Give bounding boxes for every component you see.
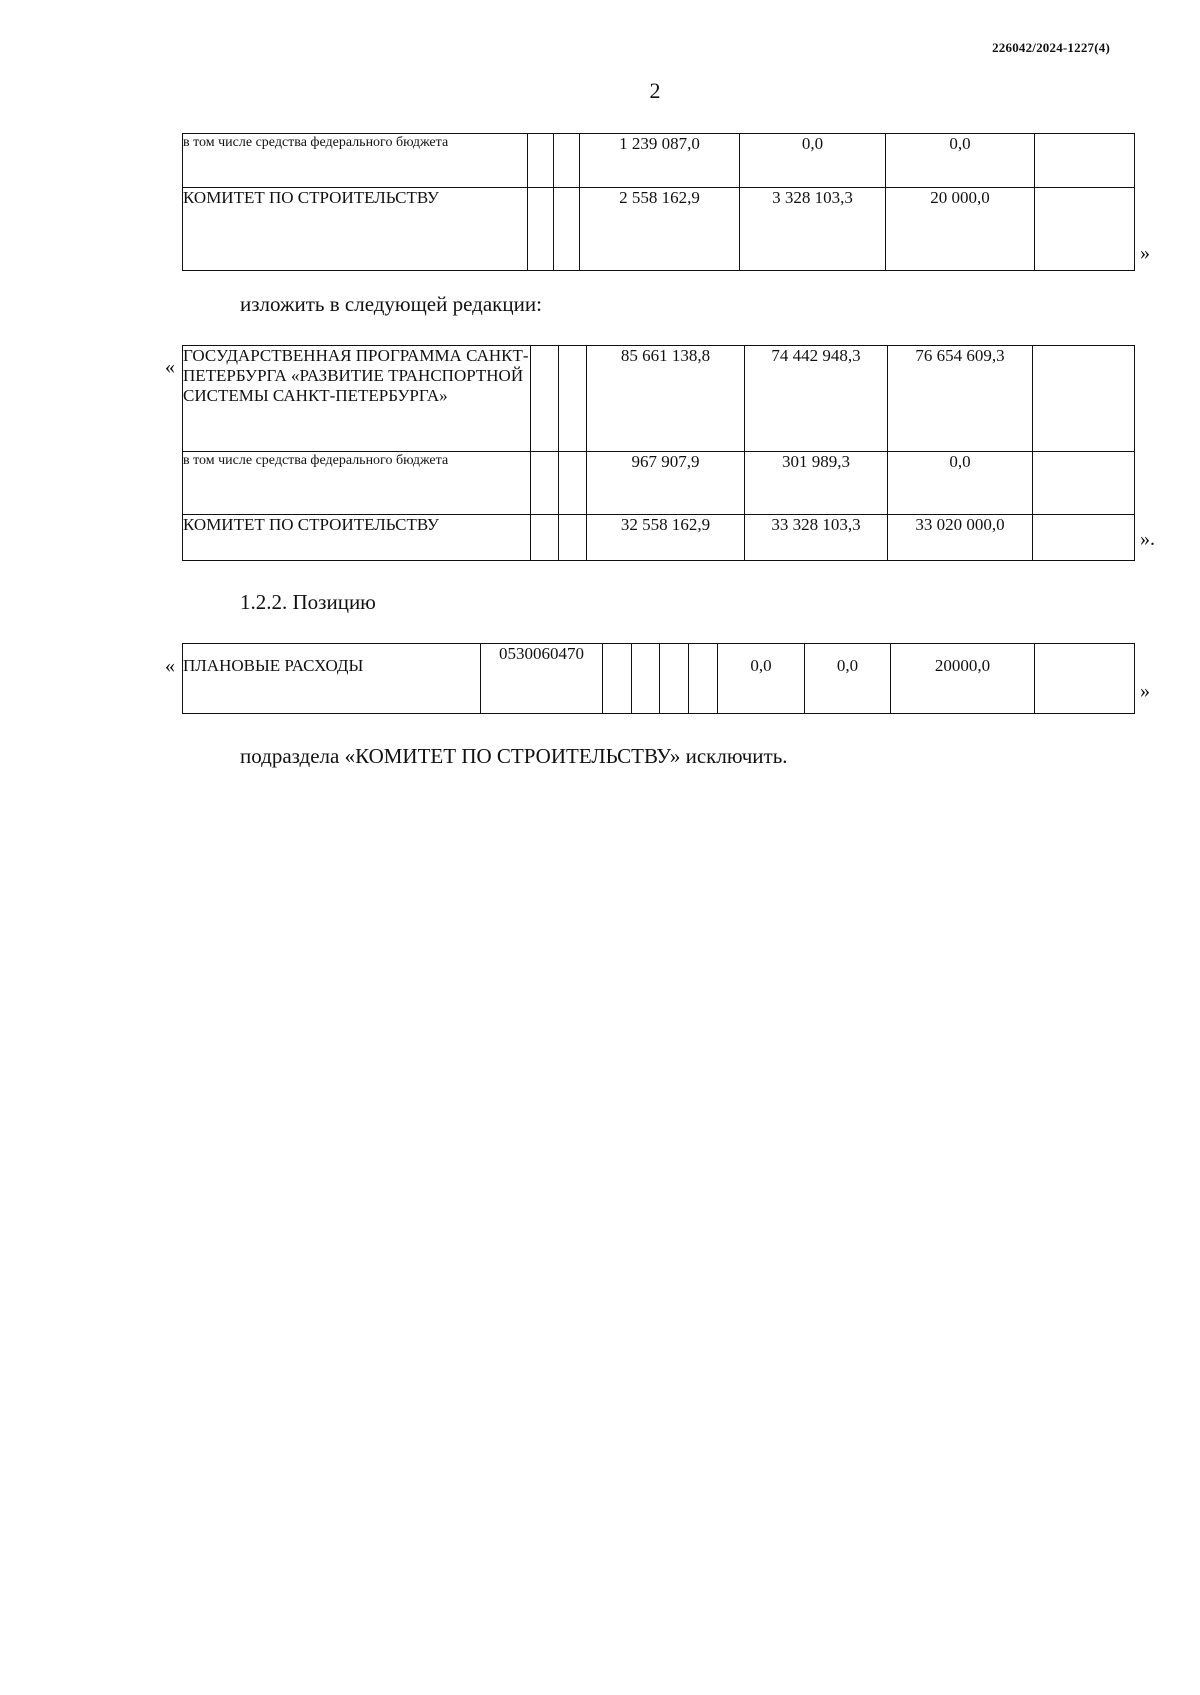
- opening-quote: «: [165, 655, 175, 677]
- closing-quote: »: [1140, 242, 1150, 264]
- value-cell: 0,0: [888, 452, 1033, 515]
- opening-quote: «: [165, 356, 175, 378]
- value-cell: 0,0: [718, 644, 805, 714]
- row-label: КОМИТЕТ ПО СТРОИТЕЛЬСТВУ: [183, 188, 528, 271]
- table-row: [183, 644, 1135, 714]
- row-label: КОМИТЕТ ПО СТРОИТЕЛЬСТВУ: [183, 515, 531, 561]
- value-cell: 967 907,9: [587, 452, 745, 515]
- value-cell: 20000,0: [891, 644, 1035, 714]
- value-cell: 74 442 948,3: [745, 346, 888, 452]
- value-cell: 85 661 138,8: [587, 346, 745, 452]
- row-label: ПЛАНОВЫЕ РАСХОДЫ: [183, 644, 481, 714]
- paragraph-text: подраздела «КОМИТЕТ ПО СТРОИТЕЛЬСТВУ» исключить.: [240, 744, 788, 768]
- value-cell: 1 239 087,0: [580, 134, 740, 188]
- value-cell: 20 000,0: [886, 188, 1035, 271]
- row-label: в том числе средства федерального бюджета: [183, 452, 531, 515]
- planned-expenses-table: [182, 643, 1135, 714]
- value-cell: 3 328 103,3: [740, 188, 886, 271]
- table-row: [183, 515, 1135, 561]
- value-cell: 33 328 103,3: [745, 515, 888, 561]
- document-id: 226042/2024-1227(4): [992, 40, 1110, 55]
- value-cell: 0,0: [886, 134, 1035, 188]
- code-cell: 0530060470: [481, 644, 603, 714]
- table-row: [183, 346, 1135, 452]
- table-row: [183, 452, 1135, 515]
- value-cell: 2 558 162,9: [580, 188, 740, 271]
- table-row: [183, 134, 1135, 188]
- closing-quote: »: [1140, 680, 1150, 702]
- paragraph-text: изложить в следующей редакции:: [240, 292, 542, 316]
- row-label: в том числе средства федерального бюджета: [183, 134, 528, 188]
- table-row: [183, 188, 1135, 271]
- budget-table-old: [182, 133, 1135, 271]
- paragraph-text: 1.2.2. Позицию: [240, 590, 376, 614]
- value-cell: 33 020 000,0: [888, 515, 1033, 561]
- row-label: ГОСУДАРСТВЕННАЯ ПРОГРАММА САНКТ-ПЕТЕРБУРГА «РАЗВИТИЕ ТРАНСПОРТНОЙ СИСТЕМЫ САНКТ-ПЕТЕРБУРГА»: [183, 346, 531, 452]
- closing-quote: ».: [1140, 528, 1155, 550]
- value-cell: 0,0: [740, 134, 886, 188]
- value-cell: 76 654 609,3: [888, 346, 1033, 452]
- page-number: 2: [649, 78, 661, 103]
- value-cell: 0,0: [805, 644, 891, 714]
- value-cell: 301 989,3: [745, 452, 888, 515]
- value-cell: 32 558 162,9: [587, 515, 745, 561]
- budget-table-new: [182, 345, 1135, 561]
